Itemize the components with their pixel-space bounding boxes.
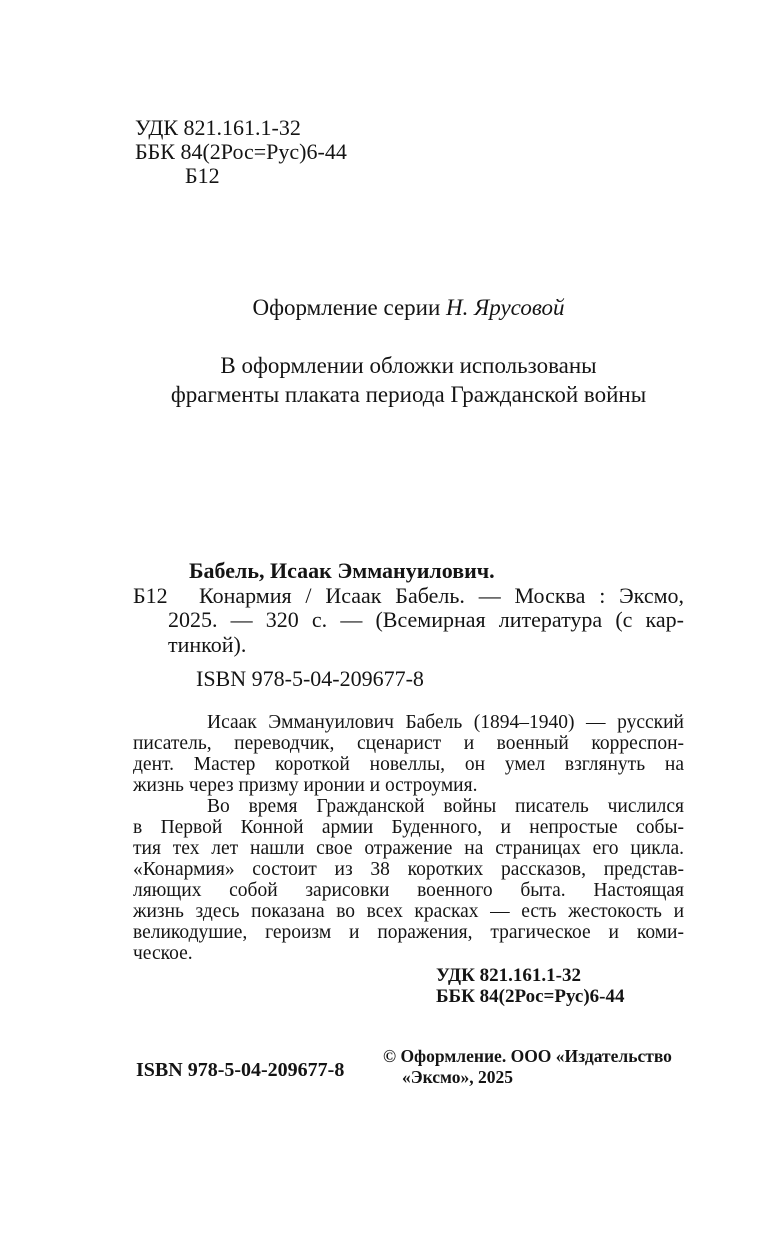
series-design-note: [133, 293, 684, 322]
text-line: дент. Мастер короткой новеллы, он умел взглянуть на: [133, 754, 684, 775]
text-line: ческое.: [133, 943, 193, 964]
text-line: Исаак Эммануилович Бабель (1894–1940) — русский: [207, 712, 684, 733]
text-line: ляющих собой зарисовки военного быта. Настоящая: [133, 880, 684, 901]
annotation-paragraph-2: [133, 796, 684, 964]
text-line: «Эксмо», 2025: [402, 1067, 513, 1087]
series-design-prefix: Оформление серии: [252, 295, 447, 320]
text-line: тинкой).: [168, 631, 247, 657]
text-line: «Конармия» состоит из 38 коротких рассказов, представ-: [133, 859, 684, 880]
bbk-code: ББК 84(2Рос=Рус)6-44: [135, 139, 347, 164]
top-bibliographic-codes: [135, 116, 347, 188]
text-line: Конармия / Исаак Бабель. — Москва : Эксмо,: [199, 582, 684, 608]
text-line: великодушие, героизм и поражения, трагическое и коми-: [133, 922, 684, 943]
text-line: писатель, переводчик, сценарист и военный корреспон-: [133, 733, 684, 754]
card-author-code: Б12: [133, 582, 168, 608]
text-line: © Оформление. ООО «Издательство: [383, 1046, 672, 1066]
annotation-block: [133, 712, 684, 964]
bottom-udk-code: УДК 821.161.1-32: [436, 965, 581, 986]
author-sign-code: Б12: [185, 163, 220, 188]
card-author-header: Бабель, Исаак Эммануилович.: [189, 558, 495, 583]
bottom-bbk-code: ББК 84(2Рос=Рус)6-44: [436, 985, 625, 1007]
text-line: жизнь через призму иронии и остроумия.: [133, 775, 478, 796]
text-line: Во время Гражданской войны писатель числился: [207, 796, 684, 817]
card-entry: [168, 584, 684, 658]
footer-copyright: [383, 1046, 672, 1088]
annotation-paragraph-1: [133, 712, 684, 796]
cover-credit-note: [133, 351, 684, 409]
text-line: В оформлении обложки использованы: [220, 353, 597, 378]
catalog-card: [133, 559, 684, 692]
text-line: 2025. — 320 с. — (Всемирная литература (с кар-: [168, 607, 684, 632]
series-designer-name: Н. Ярусовой: [446, 295, 565, 320]
footer-isbn: ISBN 978-5-04-209677-8: [136, 1059, 345, 1081]
text-line: жизнь здесь показана во всех красках — есть жестокость и: [133, 901, 684, 922]
text-line: в Первой Конной армии Буденного, и непростые собы-: [133, 817, 684, 838]
card-isbn: ISBN 978-5-04-209677-8: [196, 666, 424, 691]
text-line: фрагменты плаката периода Гражданской войны: [170, 382, 647, 407]
text-line: тия тех лет нашли свое отражение на страницах его цикла.: [133, 838, 684, 859]
udk-code: УДК 821.161.1-32: [135, 115, 301, 140]
bottom-bibliographic-codes: [436, 966, 624, 1007]
